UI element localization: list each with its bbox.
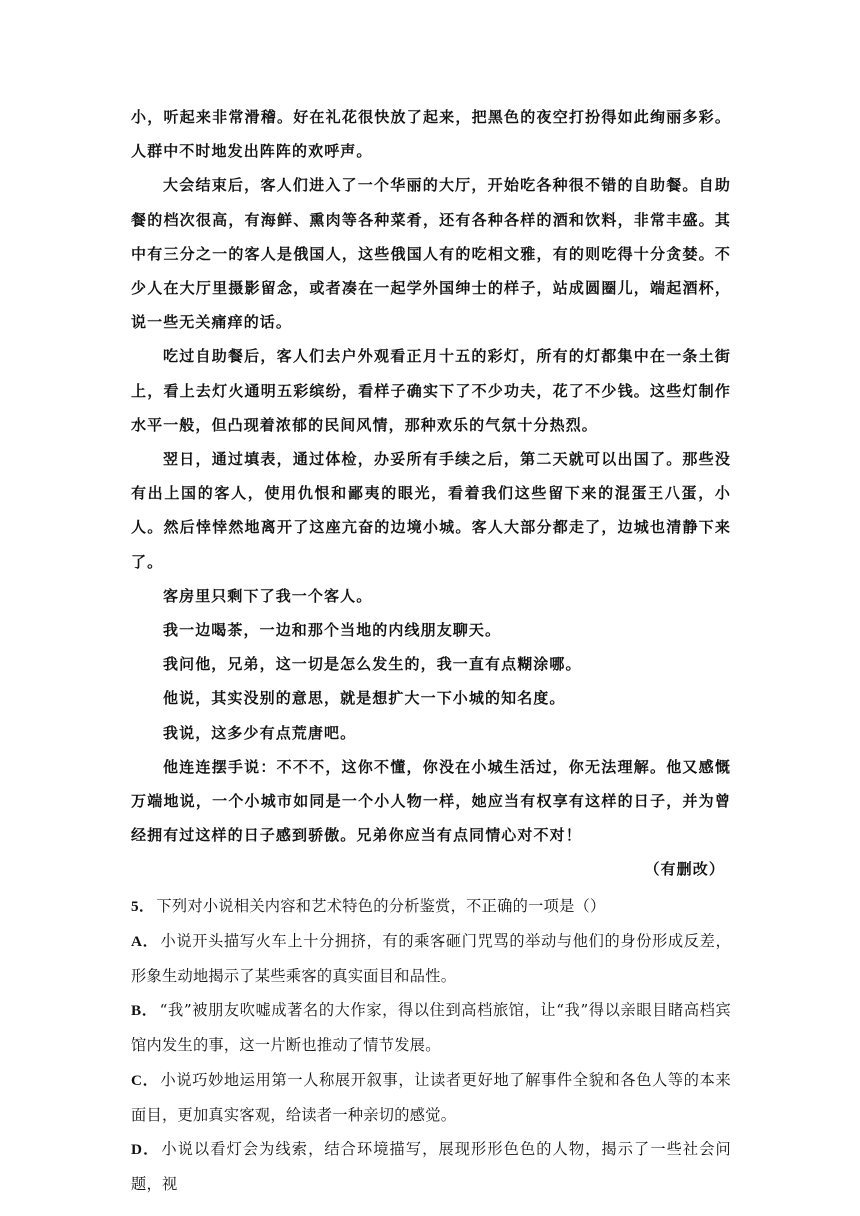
option-text: 小说开头描写火车上十分拥挤，有的乘客砸门咒骂的举动与他们的身份形成反差，形象生动地揭示了某些乘客的真实面目和品性。 [131, 931, 731, 986]
option-label: B． [131, 1002, 158, 1020]
option-d [131, 1132, 731, 1201]
story-paragraph: 我一边喝茶，一边和那个当地的内线朋友聊天。 [163, 621, 502, 640]
story-paragraph: 翌日，通过填表，通过体检，办妥所有手续之后，第二天就可以出国了。那些没有出上国的客人，使用仇恨和鄙夷的眼光，看着我们这些留下来的混蛋王八蛋，小人。然后悻悻然地离开了这座亢奋的边境小城。客人大部分都走了，边城也清静下来了。 [131, 450, 731, 571]
story-paragraph: 客房里只剩下了我一个客人。 [163, 586, 373, 605]
option-text: 小说以看灯会为线索，结合环境描写，展现形形色色的人物，揭示了一些社会问题，视 [131, 1140, 732, 1194]
source-note: （有删改） [644, 860, 725, 879]
option-text: “我”被朋友吹嘘成著名的大作家，得以住到高档旅馆，让“我”得以亲眼目睹高档宾馆内发生的事，这一片断也推动了情节发展。 [131, 1001, 731, 1055]
option-label: D． [131, 1141, 160, 1159]
story-paragraph: 他连连摆手说：不不不，这你不懂，你没在小城生活过，你无法理解。他又感慨万端地说，一个小城市如同是一个小人物一样，她应当有权享有这样的日子，并为曾经拥有过这样的日子感到骄傲。兄弟你应当有点同情心对不对！ [131, 757, 731, 845]
story-paragraph: 我说，这多少有点荒唐吧。 [163, 723, 357, 742]
option-label: C． [131, 1071, 159, 1089]
story-excerpt [131, 100, 731, 887]
option-a [131, 924, 731, 993]
question-5 [131, 889, 731, 1202]
story-paragraph: 小，听起来非常滑稽。好在礼花很快放了起来，把黑色的夜空打扮得如此绚丽多彩。人群中不时地发出阵阵的欢呼声。 [131, 108, 731, 161]
question-stem-text: 下列对小说相关内容和艺术特色的分析鉴赏，不正确的一项是（） [156, 896, 606, 915]
story-paragraph: 他说，其实没别的意思，就是想扩大一下小城的知名度。 [163, 689, 566, 708]
document-page [131, 100, 731, 1202]
option-b [131, 993, 731, 1062]
question-number: 5． [131, 897, 155, 915]
question-stem [131, 889, 731, 924]
story-paragraph: 大会结束后，客人们进入了一个华丽的大厅，开始吃各种很不错的自助餐。自助餐的档次很高，有海鲜、熏肉等各种菜肴，还有各种各样的酒和饮料，非常丰盛。其中有三分之一的客人是俄国人，这些俄国人有的吃相文雅，有的则吃得十分贪婪。不少人在大厅里摄影留念，或者凑在一起学外国绅士的样子，站成圆圈儿，端起酒杯，说一些无关痛痒的话。 [131, 176, 731, 332]
story-paragraph: 我问他，兄弟，这一切是怎么发生的，我一直有点糊涂哪。 [163, 655, 582, 674]
option-text: 小说巧妙地运用第一人称展开叙事，让读者更好地了解事件全貌和各色人等的本来面目，更加真实客观，给读者一种亲切的感觉。 [131, 1070, 731, 1124]
story-paragraph: 吃过自助餐后，客人们去户外观看正月十五的彩灯，所有的灯都集中在一条土街上，看上去灯火通明五彩缤纷，看样子确实下了不少功夫，花了不少钱。这些灯制作水平一般，但凸现着浓郁的民间风情，那种欢乐的气氛十分热烈。 [131, 347, 731, 434]
option-label: A． [131, 932, 159, 950]
option-c [131, 1063, 731, 1132]
